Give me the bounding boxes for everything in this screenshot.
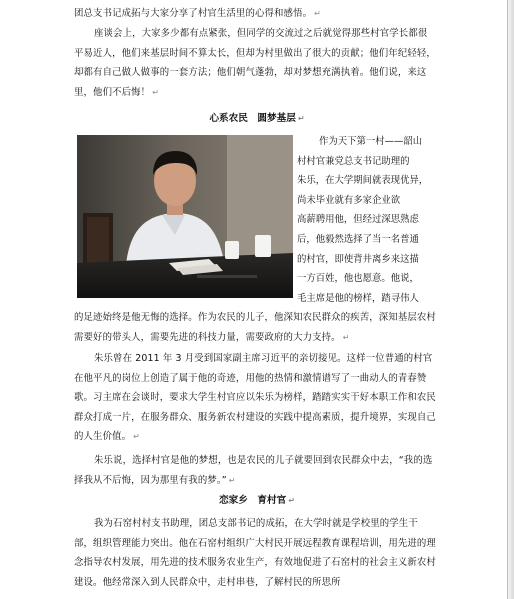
paragraph-mark-icon: ↵ <box>297 114 305 123</box>
text-line: 毛主席是他的榜样，踏寻伟人 <box>297 292 419 304</box>
heading-text: 恋家乡 育村官 <box>219 495 287 506</box>
section-heading-2 <box>0 494 514 508</box>
paragraph-mark-icon: ↵ <box>133 432 141 442</box>
text-line: 朱乐，在大学期间就表现优异， <box>297 175 429 187</box>
text-line: 作为天下第一村——韶山 <box>319 136 423 147</box>
photo-image <box>77 135 293 298</box>
paragraph-mark-icon: ↵ <box>228 475 236 485</box>
paragraph-seminar <box>74 24 436 102</box>
page-edge-scrollbar[interactable] <box>507 0 514 599</box>
heading-text: 心系农民 圆梦基层 <box>209 113 296 124</box>
text-line: 村村官兼党总支书记助理的 <box>297 155 410 167</box>
paragraph-text: 我为石窑村村支书助理，团总支部书记的成拓，在大学时就是学校里的学生干部，组织管理能力突出。他在石窑村组织广大村民开展远程教育课程培训，用先进的理念指导农村发展，用先进的技术服务农业生产，有效地促进了石窑村的社会主义新农村建设。他经常深入到人民群众中，走村串巷，了解村民的所思所 <box>74 518 436 588</box>
section-heading-1 <box>0 112 514 126</box>
paragraph-text: 座谈会上，大家多少都有点紧张，但同学的交流过之后就觉得那些村官学长都很平易近人，他们来基层时间不算太长，但却为村里做出了很大的贡献；他们年纪轻轻，却都有自己做人做事的一套方法；他们朝气蓬勃，却对梦想充满执着。他们说，来这里，他们不后悔！ <box>74 28 436 98</box>
paragraph-zhule-rest <box>74 308 436 347</box>
paragraph-chengtuo <box>74 514 436 592</box>
text-line: 后，他毅然选择了当一名普通 <box>297 233 419 245</box>
portrait-photo <box>77 135 293 298</box>
text-line: 一方百姓，他也愿意。他说， <box>297 273 419 285</box>
text-line: 的村官，即使背井离乡来这描 <box>297 253 419 265</box>
paragraph-text: 朱乐曾在 2011 年 3 月受到国家副主席习近平的亲切接见。这样一位普通的村官在他平凡的岗位上创造了属于他的奇迹，用他的热情和激情谱写了一曲动人的青春赞歌。习主席在会谈时，要求大学生村官应以朱乐为榜样，踏踏实实干好本职工作和农民群众打成一片，在服务群众、服务新农村建设的实践中提高素质，提升境界，实现自己的人生价值。 <box>74 353 436 443</box>
photo-wrapped-text <box>297 132 440 308</box>
paragraph-mark-icon: ↵ <box>288 496 295 505</box>
text-line: 高薪聘用他，但经过深思熟虑 <box>297 214 419 226</box>
paragraph-intro-tail <box>74 4 436 24</box>
paragraph-text: 的足迹始终是他无悔的选择。作为农民的儿子，他深知农民群众的疾苦，深知基层农村需要好的带头人，需要先进的科技力量，需要政府的大力支持。 <box>74 312 436 343</box>
paragraph-mark-icon: ↵ <box>152 87 160 97</box>
paragraph-text: 朱乐说，选择村官是他的梦想，也是农民的儿子就要回到农民群众中去，“我的选择我从不后悔，因为那里有我的梦。” <box>74 455 433 486</box>
paragraph-meeting <box>74 349 436 447</box>
paragraph-mark-icon: ↵ <box>314 9 321 18</box>
text-line: 尚未毕业就有多家企业欲 <box>297 194 401 206</box>
paragraph-mark-icon: ↵ <box>342 332 350 342</box>
paragraph-text: 团总支书记成拓与大家分享了村官生活里的心得和感悟。 <box>74 8 313 19</box>
paragraph-dream <box>74 451 436 490</box>
